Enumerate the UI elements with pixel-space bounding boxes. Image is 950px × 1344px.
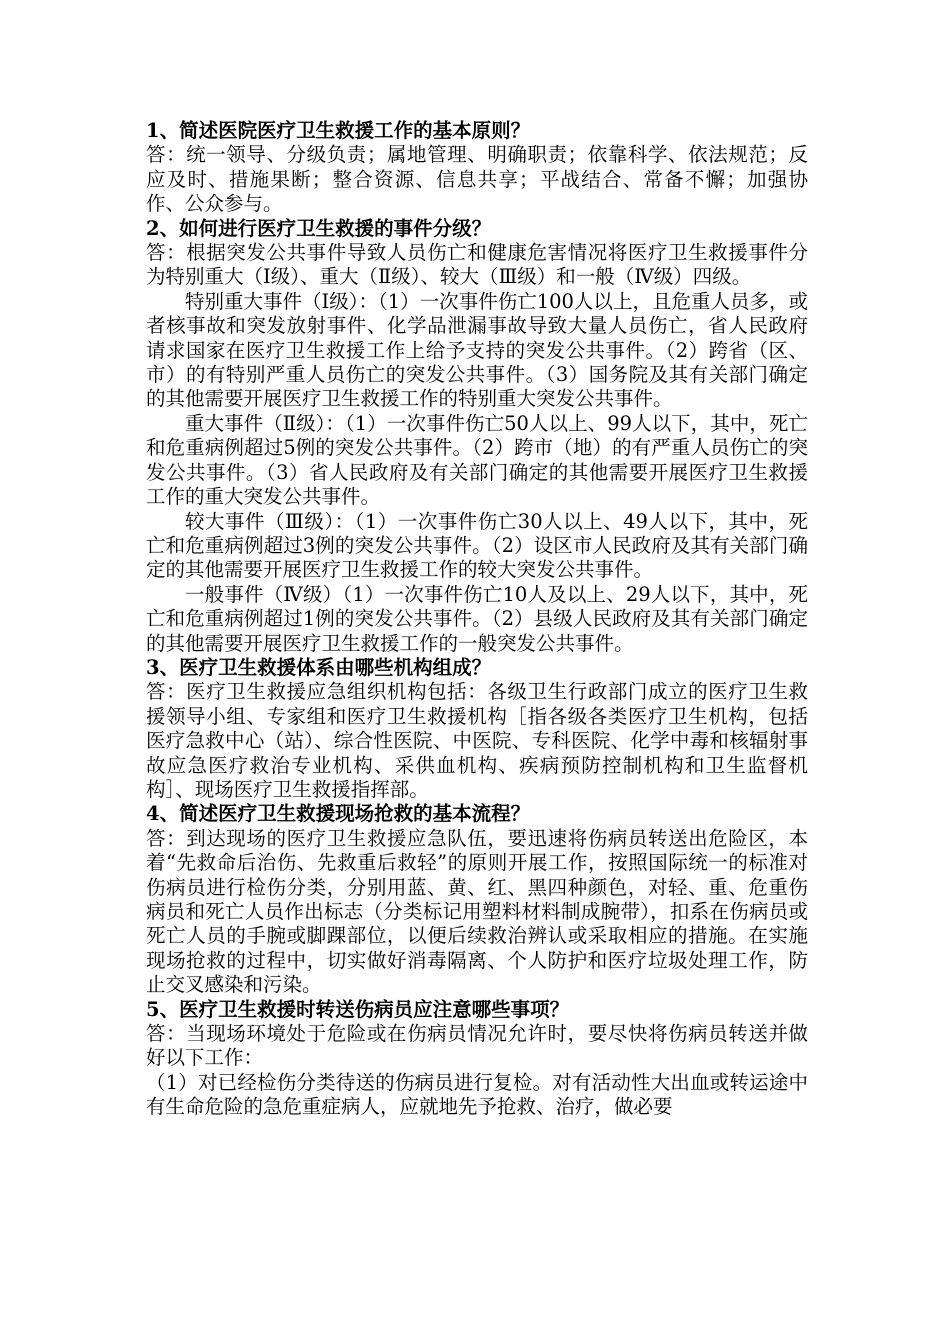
section-5	[146, 998, 808, 1120]
answer-paragraph: 答：当现场环境处于危险或在伤病员情况允许时，要尽快将伤病员转送并做好以下工作：	[146, 1022, 808, 1070]
document-page	[146, 119, 808, 1120]
answer-paragraph: 较大事件（Ⅲ级）：（1）一次事件伤亡30人以上、49人以下，其中，死亡和危重病例超过3例的突发公共事件。（2）设区市人民政府及其有关部门确定的其他需要开展医疗卫生救援工作的较大突发公共事件。	[146, 509, 808, 582]
section-4	[146, 802, 808, 997]
answer-paragraph: 答：根据突发公共事件导致人员伤亡和健康危害情况将医疗卫生救援事件分为特别重大（Ⅰ级）、重大（Ⅱ级）、较大（Ⅲ级）和一般（Ⅳ级）四级。	[146, 241, 808, 289]
answer-paragraph: 一般事件（Ⅳ级）（1）一次事件伤亡10人及以上、29人以下，其中，死亡和危重病例超过1例的突发公共事件。（2）县级人民政府及其有关部门确定的其他需要开展医疗卫生救援工作的一般突发公共事件。	[146, 582, 808, 655]
section-2	[146, 217, 808, 656]
question-heading: 3、医疗卫生救援体系由哪些机构组成？	[146, 655, 492, 679]
question-heading: 5、医疗卫生救援时转送伤病员应注意哪些事项？	[146, 997, 570, 1021]
section-1	[146, 119, 808, 217]
question-heading: 1、简述医院医疗卫生救援工作的基本原则？	[146, 119, 531, 142]
answer-paragraph: 答：统一领导、分级负责；属地管理、明确职责；依靠科学、依法规范；反应及时、措施果断；整合资源、信息共享；平战结合、常备不懈；加强协作、公众参与。	[146, 143, 808, 216]
answer-paragraph: （1）对已经检伤分类待送的伤病员进行复检。对有活动性大出血或转运途中有生命危险的急危重症病人，应就地先予抢救、治疗，做必要	[146, 1070, 808, 1119]
question-heading: 4、简述医疗卫生救援现场抢救的基本流程？	[146, 802, 531, 826]
answer-paragraph: 答：医疗卫生救援应急组织机构包括：各级卫生行政部门成立的医疗卫生救援领导小组、专家组和医疗卫生救援机构［指各级各类医疗卫生机构，包括医疗急救中心（站）、综合性医院、中医院、专科医院、化学中毒和核辐射事故应急医疗救治专业机构、采供血机构、疾病预防控制机构和卫生监督机构］、现场医疗卫生救援指挥部。	[146, 680, 808, 801]
section-3	[146, 656, 808, 802]
answer-paragraph: 答：到达现场的医疗卫生救援应急队伍，要迅速将伤病员转送出危险区，本着“先救命后治伤、先救重后救轻”的原则开展工作，按照国际统一的标准对伤病员进行检伤分类，分别用蓝、黄、红、黑四种颜色，对轻、重、危重伤病员和死亡人员作出标志（分类标记用塑料材料制成腕带），扣系在伤病员或死亡人员的手腕或脚踝部位，以便后续救治辨认或采取相应的措施。在实施现场抢救的过程中，切实做好消毒隔离、个人防护和医疗垃圾处理工作，防止交叉感染和污染。	[146, 826, 808, 997]
answer-paragraph: 特别重大事件（Ⅰ级）：（1）一次事件伤亡100人以上，且危重人员多，或者核事故和突发放射事件、化学品泄漏事故导致大量人员伤亡，省人民政府请求国家在医疗卫生救援工作上给予支持的突发公共事件。（2）跨省（区、市）的有特别严重人员伤亡的突发公共事件。（3）国务院及其有关部门确定的其他需要开展医疗卫生救援工作的特别重大突发公共事件。	[146, 289, 808, 411]
question-heading: 2、如何进行医疗卫生救援的事件分级？	[146, 216, 492, 240]
answer-paragraph: 重大事件（Ⅱ级）：（1）一次事件伤亡50人以上、99人以下，其中，死亡和危重病例超过5例的突发公共事件。（2）跨市（地）的有严重人员伤亡的突发公共事件。（3）省人民政府及有关部门确定的其他需要开展医疗卫生救援工作的重大突发公共事件。	[146, 411, 808, 509]
